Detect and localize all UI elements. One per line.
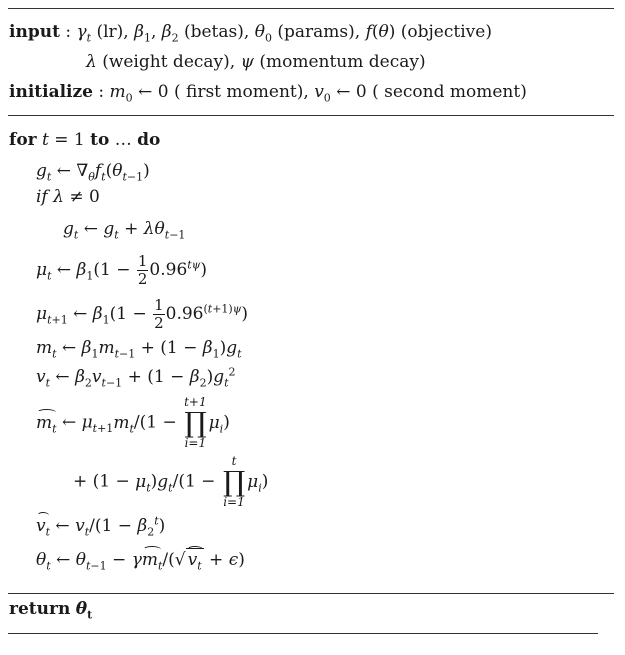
- step-v-t: $v_t$ ← $\beta_2v_{t-1} + (1 - \beta_2)g_t^2$: [36, 365, 236, 390]
- step-m-t: $m_t$ ← $\beta_1m_{t-1} + (1 - \beta_1)g_t$: [36, 338, 242, 361]
- product-operator: t+1 ∏ i=1: [184, 395, 207, 450]
- for-line: for t = 1 to … do: [9, 130, 161, 150]
- step-mu-t1: $\mu_{t+1}$ ← $\beta_1(1$ − $\frac{1}{2}$ $0.96^{(t+1)\psi}$): [36, 296, 249, 332]
- half-fraction: $\frac{1}{2}$: [154, 296, 164, 332]
- second-moment-desc: ( second moment): [372, 82, 527, 102]
- body-rule: [8, 593, 614, 594]
- top-rule: [8, 8, 614, 9]
- psi-symbol: ψ: [240, 52, 254, 72]
- input-label: input: [9, 22, 60, 42]
- input-line-1: input : $\gamma_t$ (lr), $\beta_1$, $\beta_2$ (betas), $\theta_0$ (params), f(θ) (objective): [9, 22, 492, 45]
- bottom-rule: [8, 633, 598, 634]
- step-m-hat: $m_t$ ← $\mu_{t+1}m_t/(1$ − t+1 ∏ i=1 $\mu_i$): [36, 395, 230, 450]
- first-moment-desc: ( first moment): [173, 82, 304, 102]
- step-mu-t: $\mu_t$ ← $\beta_1(1$ − $\frac{1}{2}$ $0.96^{t\psi}$): [36, 252, 207, 288]
- step-v-hat: $v_t$ ← $v_t/(1 - \beta_2^t)$: [36, 514, 166, 539]
- step-gradient: $g_t$ ← $\nabla_\theta f_t(\theta_{t-1})$: [36, 161, 150, 184]
- step-if: if λ ≠ 0: [36, 187, 100, 207]
- step-theta: $\theta_t$ ← $\theta_{t-1} - \gamma m_t/(√$ $v_t + \epsilon$): [36, 550, 245, 573]
- step-weight-decay: $g_t$ ← $g_t + \lambda\theta_{t-1}$: [63, 219, 186, 242]
- half-fraction: $\frac{1}{2}$: [137, 252, 148, 288]
- header-rule: [8, 115, 614, 116]
- return-line: return $\theta_t$: [9, 599, 93, 622]
- product-operator: t ∏ i=1: [222, 454, 246, 509]
- initialize-line: initialize : $m_0$ ← 0 ( first moment), $v_0$ ← 0 ( second moment): [9, 82, 527, 105]
- input-line-2: λ (weight decay), ψ (momentum decay): [86, 52, 426, 72]
- initialize-label: initialize: [9, 82, 93, 102]
- psi-desc: (momentum decay): [259, 52, 426, 72]
- lambda-desc: (weight decay): [102, 52, 230, 72]
- step-m-hat-cont: + $(1 - \mu_t)g_t/(1$ − t ∏ i=1 $\mu_i$): [73, 454, 269, 509]
- lambda-symbol: λ: [86, 52, 97, 72]
